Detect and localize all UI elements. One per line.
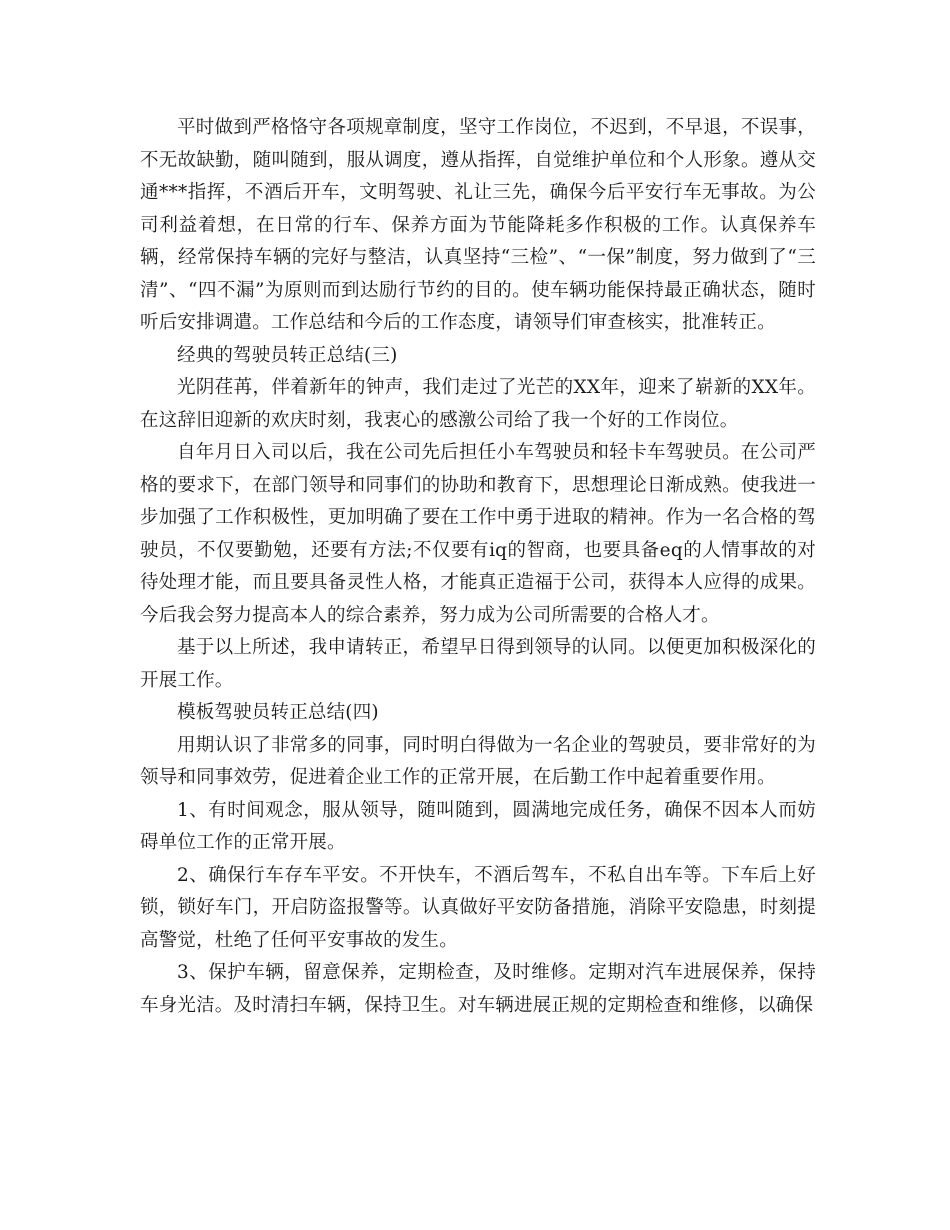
paragraph-new-year: 光阴荏苒，伴着新年的钟声，我们走过了光芒的XX年，迎来了崭新的XX年。在这辞旧迎新的欢庆时刻，我衷心的感激公司给了我一个好的工作岗位。 bbox=[140, 377, 816, 431]
document-body bbox=[140, 112, 816, 1022]
list-item-2: 2、确保行车存车平安。不开快车，不酒后驾车，不私自出车等。下车后上好锁，锁好车门，开启防盗报警等。认真做好平安防备措施，消除平安隐患，时刻提高警觉，杜绝了任何平安事故的发生。 bbox=[140, 864, 816, 951]
list-item-1: 1、有时间观念，服从领导，随叫随到，圆满地完成任务，确保不因本人而妨碍单位工作的正常开展。 bbox=[140, 799, 816, 853]
paragraph-work-discipline: 平时做到严格恪守各项规章制度，坚守工作岗位，不迟到，不早退，不误事，不无故缺勤，随叫随到，服从调度，遵从指挥，自觉维护单位和个人形象。遵从交通***指挥，不酒后开车，文明驾驶、礼让三先，确保今后平安行车无事故。为公司利益着想，在日常的行车、保养方面为节能降耗多作积极的工作。认真保养车辆，经常保持车辆的完好与整洁，认真坚持“三检”、“一保”制度，努力做到了“三清”、“四不漏”为原则而到达励行节约的目的。使车辆功能保持最正确状态，随时听后安排调遣。工作总结和今后的工作态度，请领导们审查核实，批准转正。 bbox=[140, 117, 816, 333]
section-heading-3: 经典的驾驶员转正总结(三) bbox=[177, 344, 398, 366]
paragraph-job-experience: 自年月日入司以后，我在公司先后担任小车驾驶员和轻卡车驾驶员。在公司严格的要求下，在部门领导和同事们的协助和教育下，思想理论日渐成熟。使我进一步加强了工作积极性，更加明确了要在工作中勇于进取的精神。作为一名合格的驾驶员，不仅要勤勉，还要有方法;不仅要有iq的智商，也要具备eq的人情事故的对待处理才能，而且要具备灵性人格，才能真正造福于公司，获得本人应得的成果。今后我会努力提高本人的综合素养，努力成为公司所需要的合格人才。 bbox=[140, 442, 816, 626]
section-heading-4: 模板驾驶员转正总结(四) bbox=[177, 702, 379, 723]
paragraph-application: 基于以上所述，我申请转正，希望早日得到领导的认同。以便更加积极深化的开展工作。 bbox=[140, 637, 816, 691]
paragraph-probation: 用期认识了非常多的同事，同时明白得做为一名企业的驾驶员，要非常好的为领导和同事效劳，促进着企业工作的正常开展，在后勤工作中起着重要作用。 bbox=[140, 734, 816, 788]
list-item-3: 3、保护车辆，留意保养，定期检查，及时维修。定期对汽车进展保养，保持车身光洁。及时清扫车辆，保持卫生。对车辆进展正规的定期检查和维修，以确保 bbox=[140, 962, 816, 1016]
